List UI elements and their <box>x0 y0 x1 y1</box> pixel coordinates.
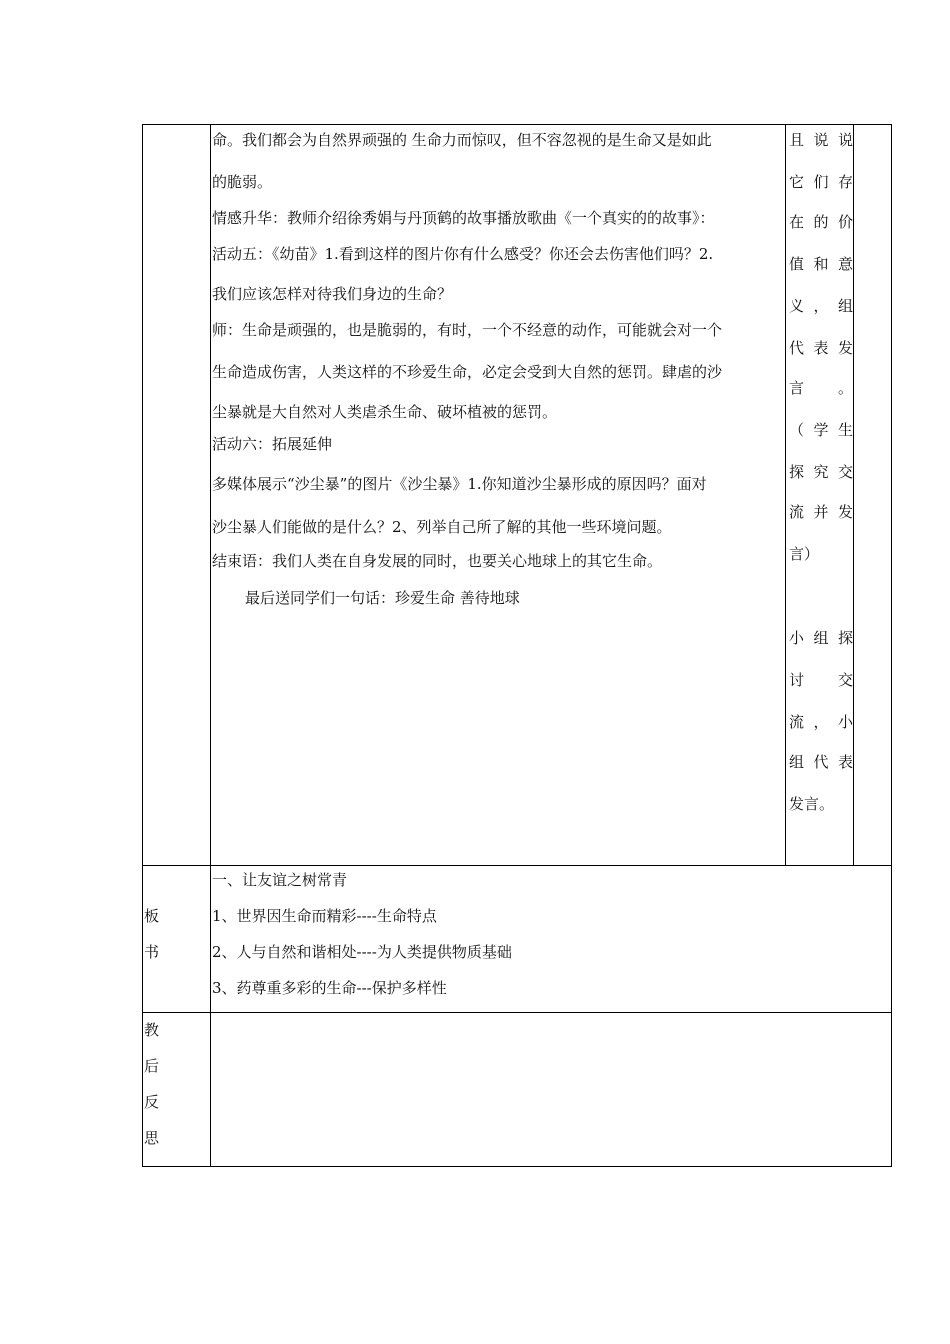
reflection-label-char: 后 <box>144 1057 160 1075</box>
board-line: 3、药尊重多彩的生命---保护多样性 <box>212 979 447 997</box>
column-divider-last <box>853 124 854 865</box>
side-row: 义 ， 组 <box>789 297 853 315</box>
side-row: 组 代 表 <box>789 753 853 771</box>
row-divider-board <box>142 865 892 866</box>
side-row: 言） <box>789 545 820 563</box>
side-row: 讨 交 <box>789 671 853 689</box>
board-label-char: 板 <box>144 907 160 925</box>
board-line: 一、让友谊之树常青 <box>212 871 348 889</box>
side-row: 小 组 探 <box>789 629 853 647</box>
main-line: 沙尘暴人们能做的是什么？2、列举自己所了解的其他一些环境问题。 <box>212 518 672 536</box>
main-line: 我们应该怎样对待我们身边的生命？ <box>212 285 453 303</box>
side-row: （ 学 生 <box>789 421 853 439</box>
reflection-label-char: 思 <box>144 1129 160 1147</box>
main-line: 情感升华：教师介绍徐秀娟与丹顶鹤的故事播放歌曲《一个真实的的故事》： <box>212 209 715 227</box>
side-row: 代 表 发 <box>789 339 853 357</box>
side-row: 在 的 价 <box>789 213 853 231</box>
main-line: 师：生命是顽强的，也是脆弱的，有时，一个不经意的动作，可能就会对一个 <box>212 321 723 339</box>
side-row: 言 。 <box>789 379 853 397</box>
board-label-char: 书 <box>144 943 160 961</box>
row-divider-reflection <box>142 1012 892 1013</box>
main-line: 生命造成伤害，人类这样的不珍爱生命，必定会受到大自然的惩罚。肆虐的沙 <box>212 363 723 381</box>
main-line: 结束语：我们人类在自身发展的同时，也要关心地球上的其它生命。 <box>212 552 663 570</box>
table-border-left <box>142 124 143 1166</box>
side-row: 发言。 <box>789 795 835 813</box>
reflection-label-char: 反 <box>144 1093 160 1111</box>
reflection-label-char: 教 <box>144 1021 160 1039</box>
board-line: 2、人与自然和谐相处----为人类提供物质基础 <box>212 943 512 961</box>
table-border-right <box>891 124 892 1166</box>
main-line: 的脆弱。 <box>212 173 273 191</box>
side-row: 且 说 说 <box>789 131 853 149</box>
side-row: 它 们 存 <box>789 173 853 191</box>
main-line: 最后送同学们一句话：珍爱生命 善待地球 <box>245 589 520 607</box>
table-border-top <box>142 124 892 125</box>
main-line: 活动六：拓展延伸 <box>212 435 333 453</box>
reflection-content <box>212 1014 890 1164</box>
main-line: 多媒体展示“沙尘暴”的图片《沙尘暴》1.你知道沙尘暴形成的原因吗？面对 <box>212 475 707 493</box>
main-line: 活动五：《幼苗》1.看到这样的图片你有什么感受？你还会去伤害他们吗？2. <box>212 245 714 263</box>
side-row: 探 究 交 <box>789 463 853 481</box>
column-divider-side <box>785 124 786 865</box>
side-row: 值 和 意 <box>789 255 853 273</box>
main-line: 命。我们都会为自然界顽强的 生命力而惊叹，但不容忽视的是生命又是如此 <box>212 131 712 149</box>
main-line: 尘暴就是大自然对人类虐杀生命、破坏植被的惩罚。 <box>212 403 558 421</box>
board-line: 1、世界因生命而精彩----生命特点 <box>212 907 437 925</box>
side-row: 流 并 发 <box>789 503 853 521</box>
side-row: 流 ， 小 <box>789 713 853 731</box>
column-divider-main <box>210 124 211 1166</box>
table-border-bottom <box>142 1166 892 1167</box>
